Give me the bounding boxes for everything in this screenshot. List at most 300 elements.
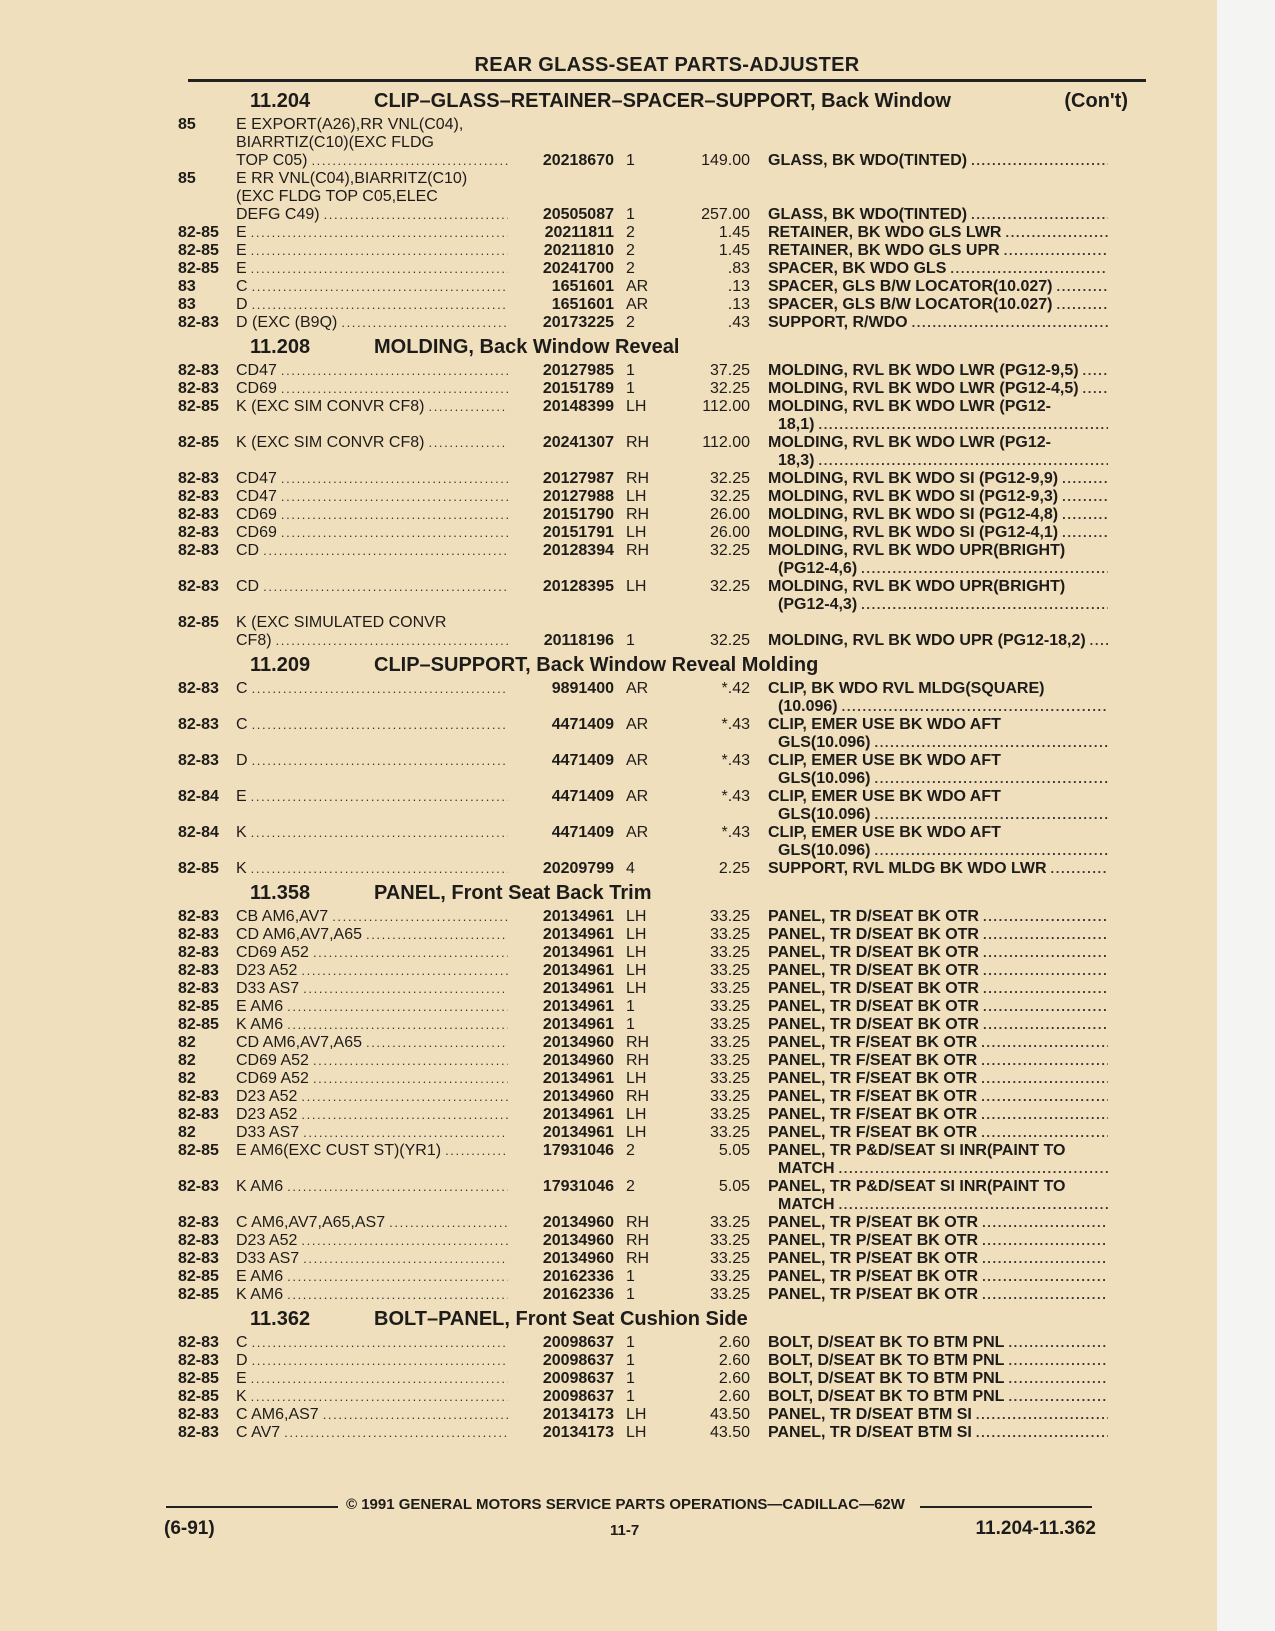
description-line: [768, 806, 1108, 824]
dot-leader: [1062, 470, 1108, 488]
quantity: LH: [626, 1106, 647, 1123]
application-line: [236, 1106, 508, 1124]
application-cell: [236, 614, 508, 650]
description-cell: [768, 1388, 1108, 1406]
description-text: MOLDING, RVL BK WDO SI (PG12-9,9): [768, 470, 1059, 487]
application-cell: [236, 470, 508, 488]
price: 33.25: [709, 1034, 750, 1051]
part-row: [178, 278, 1138, 296]
application-line: [236, 524, 508, 542]
dot-leader: [287, 1178, 508, 1196]
application-line: [236, 1034, 508, 1052]
quantity: 1: [626, 1268, 635, 1285]
application-cell: [236, 1106, 508, 1124]
description-line: [768, 1334, 1108, 1352]
model-years: 82-83: [178, 1424, 219, 1441]
description-cell: [768, 1178, 1108, 1214]
description-cell: [768, 1088, 1108, 1106]
application-cell: [236, 1406, 508, 1424]
dot-leader: [251, 1388, 508, 1406]
quantity: LH: [626, 488, 647, 505]
part-row: [178, 380, 1138, 398]
part-number: 20118196: [543, 632, 614, 649]
description-cell: [768, 860, 1108, 878]
application-cell: [236, 1268, 508, 1286]
application-line: [236, 578, 508, 596]
application-cell: [236, 1232, 508, 1250]
price: *.43: [721, 788, 750, 805]
quantity: AR: [626, 824, 649, 841]
dot-leader: [983, 926, 1108, 944]
application-line: [236, 1268, 508, 1286]
application-line: [236, 980, 508, 998]
application-cell: [236, 380, 508, 398]
model-years: 82: [178, 1124, 196, 1141]
description-cell: [768, 506, 1108, 524]
description-line: [768, 1388, 1108, 1406]
description-cell: [768, 944, 1108, 962]
description-text: PANEL, TR D/SEAT BK OTR: [768, 980, 979, 997]
description-line: [768, 998, 1108, 1016]
description-text: CLIP, EMER USE BK WDO AFT: [768, 824, 1001, 841]
quantity: 4: [626, 860, 635, 877]
price: 2.60: [718, 1370, 750, 1387]
description-cell: [768, 1268, 1108, 1286]
part-number: 20134960: [542, 1088, 614, 1105]
quantity: 1: [626, 206, 635, 223]
price: 33.25: [709, 1124, 750, 1141]
application-cell: [236, 1178, 508, 1196]
model-years: 82-83: [178, 926, 219, 943]
price: 2.60: [718, 1388, 750, 1405]
description-line: [768, 752, 1108, 770]
dot-leader: [1062, 506, 1108, 524]
section-title: CLIP–GLASS–RETAINER–SPACER–SUPPORT, Back Window: [374, 90, 951, 112]
application-line: [236, 380, 508, 398]
application-line: [236, 242, 508, 260]
application-cell: [236, 1388, 508, 1406]
price: .83: [727, 260, 750, 277]
part-row: [178, 170, 1138, 224]
model-years: 82-85: [178, 860, 219, 877]
description-line: [768, 470, 1108, 488]
application-line: [236, 506, 508, 524]
dot-leader: [1008, 1352, 1108, 1370]
part-row: [178, 1424, 1138, 1442]
part-row: [178, 1232, 1138, 1250]
dot-leader: [252, 680, 508, 698]
application-cell: [236, 1034, 508, 1052]
part-row: [178, 788, 1138, 824]
part-row: [178, 578, 1138, 614]
price: 112.00: [702, 398, 750, 415]
application-line: [236, 944, 508, 962]
price: 33.25: [709, 926, 750, 943]
model-years: 82-85: [178, 1016, 219, 1033]
description-cell: [768, 1406, 1108, 1424]
model-years: 85: [178, 116, 196, 133]
description-cell: [768, 152, 1108, 170]
application-text: CD AM6,AV7,A65: [236, 926, 362, 943]
revision-date: (6-91): [164, 1518, 215, 1539]
application-text: D: [236, 1352, 248, 1369]
description-text: MOLDING, RVL BK WDO SI (PG12-4,8): [768, 506, 1059, 523]
price: 26.00: [709, 524, 750, 541]
price: 26.00: [709, 506, 750, 523]
price: 32.25: [709, 380, 750, 397]
price: 33.25: [709, 1088, 750, 1105]
description-line: [768, 1424, 1108, 1442]
quantity: RH: [626, 506, 650, 523]
description-text: GLS(10.096): [778, 734, 871, 751]
description-line: [768, 1088, 1108, 1106]
part-number: 20098637: [542, 1352, 614, 1369]
description-text: MOLDING, RVL BK WDO LWR (PG12-9,5): [768, 362, 1079, 379]
part-row: [178, 242, 1138, 260]
description-line: [768, 1214, 1108, 1232]
description-cell: [768, 470, 1108, 488]
dot-leader: [281, 506, 508, 524]
description-cell: [768, 1016, 1108, 1034]
application-cell: [236, 944, 508, 962]
application-text: C: [236, 278, 248, 295]
application-cell: [236, 752, 508, 770]
application-cell: [236, 980, 508, 998]
page-footer: [160, 1492, 1100, 1552]
dot-leader: [971, 152, 1108, 170]
application-line: [236, 1286, 508, 1304]
price: 32.25: [709, 470, 750, 487]
dot-leader: [313, 944, 508, 962]
description-text: PANEL, TR P/SEAT BK OTR: [768, 1286, 979, 1303]
description-text: BOLT, D/SEAT BK TO BTM PNL: [768, 1334, 1005, 1351]
part-number: 20162336: [542, 1268, 614, 1285]
part-number: 4471409: [551, 788, 614, 805]
application-text: D33 AS7: [236, 1124, 300, 1141]
description-text: GLS(10.096): [778, 842, 871, 859]
application-line: [236, 1142, 508, 1160]
dot-leader: [332, 908, 508, 926]
dot-leader: [284, 1424, 508, 1442]
model-years: 82-85: [178, 1388, 219, 1405]
price: 32.25: [709, 578, 750, 595]
dot-leader: [874, 770, 1108, 788]
application-cell: [236, 680, 508, 698]
part-number: 20241700: [542, 260, 614, 277]
description-text: MOLDING, RVL BK WDO UPR(BRIGHT): [768, 542, 1066, 559]
model-years: 82-84: [178, 824, 219, 841]
part-row: [178, 926, 1138, 944]
description-line: [768, 152, 1108, 170]
price: 33.25: [709, 1286, 750, 1303]
quantity: LH: [626, 962, 647, 979]
part-row: [178, 1370, 1138, 1388]
description-line: [768, 1352, 1108, 1370]
part-number: 1651601: [551, 278, 614, 295]
part-row: [178, 434, 1138, 470]
part-number: 20134961: [542, 1124, 614, 1141]
price: 257.00: [701, 206, 750, 223]
description-text: (PG12-4,6): [778, 560, 858, 577]
description-text: SPACER, BK WDO GLS: [768, 260, 947, 277]
quantity: AR: [626, 716, 649, 733]
model-years: 82-83: [178, 362, 219, 379]
application-text: D23 A52: [236, 1232, 298, 1249]
description-line: [768, 1142, 1108, 1160]
part-row: [178, 116, 1138, 170]
description-line: [768, 1070, 1108, 1088]
section-range: 11.204-11.362: [975, 1518, 1096, 1539]
description-text: PANEL, TR F/SEAT BK OTR: [768, 1034, 978, 1051]
description-line: [768, 452, 1108, 470]
quantity: AR: [626, 788, 649, 805]
part-row: [178, 296, 1138, 314]
price: 43.50: [709, 1406, 750, 1423]
application-cell: [236, 824, 508, 842]
description-text: MOLDING, RVL BK WDO LWR (PG12-: [768, 398, 1051, 415]
description-line: [768, 1106, 1108, 1124]
dot-leader: [842, 698, 1108, 716]
part-number: 20173225: [542, 314, 614, 331]
section-heading: [178, 332, 1138, 362]
price: 5.05: [718, 1178, 750, 1195]
application-text: K: [236, 824, 247, 841]
model-years: 82-83: [178, 314, 219, 331]
dot-leader: [981, 1052, 1108, 1070]
application-text: CD: [236, 578, 260, 595]
part-row: [178, 524, 1138, 542]
quantity: LH: [626, 578, 647, 595]
part-row: [178, 1016, 1138, 1034]
description-cell: [768, 752, 1108, 788]
dot-leader: [252, 752, 508, 770]
description-cell: [768, 980, 1108, 998]
part-number: 20505087: [542, 206, 614, 223]
description-line: [768, 488, 1108, 506]
application-line: [236, 1232, 508, 1250]
part-row: [178, 980, 1138, 998]
price: 37.25: [709, 362, 750, 379]
description-cell: [768, 788, 1108, 824]
dot-leader: [983, 908, 1108, 926]
description-line: [768, 788, 1108, 806]
description-cell: [768, 434, 1108, 470]
model-years: 82-83: [178, 1334, 219, 1351]
application-line: [236, 1124, 508, 1142]
description-line: [768, 698, 1108, 716]
application-line: [236, 134, 508, 152]
application-text: CD47: [236, 470, 277, 487]
part-number: 17931046: [542, 1178, 614, 1195]
quantity: 1: [626, 380, 635, 397]
part-number: 20134960: [542, 1232, 614, 1249]
part-row: [178, 506, 1138, 524]
description-text: PANEL, TR F/SEAT BK OTR: [768, 1052, 978, 1069]
quantity: LH: [626, 1124, 647, 1141]
part-row: [178, 1070, 1138, 1088]
dot-leader: [1056, 296, 1108, 314]
part-row: [178, 680, 1138, 716]
price: 33.25: [709, 1052, 750, 1069]
part-number: 20134961: [542, 1016, 614, 1033]
description-text: MOLDING, RVL BK WDO SI (PG12-9,3): [768, 488, 1059, 505]
dot-leader: [366, 1034, 508, 1052]
quantity: RH: [626, 542, 650, 559]
description-line: [768, 908, 1108, 926]
application-text: E AM6: [236, 998, 284, 1015]
model-years: 82-85: [178, 242, 219, 259]
description-line: [768, 734, 1108, 752]
part-number: 20127985: [542, 362, 614, 379]
application-text: E: [236, 260, 247, 277]
dot-leader: [287, 1286, 508, 1304]
dot-leader: [324, 206, 508, 224]
part-row: [178, 1388, 1138, 1406]
price: 5.05: [718, 1142, 750, 1159]
application-text: E AM6: [236, 1268, 284, 1285]
part-row: [178, 998, 1138, 1016]
part-number: 4471409: [551, 824, 614, 841]
section-title: BOLT–PANEL, Front Seat Cushion Side: [374, 1308, 748, 1330]
dot-leader: [1005, 224, 1108, 242]
quantity: RH: [626, 470, 650, 487]
part-number: 20134960: [542, 1052, 614, 1069]
application-cell: [236, 1070, 508, 1088]
application-text: D33 AS7: [236, 1250, 300, 1267]
application-line: [236, 434, 508, 452]
section-heading: [178, 1304, 1138, 1334]
description-cell: [768, 1334, 1108, 1352]
price: 33.25: [709, 962, 750, 979]
description-line: [768, 1016, 1108, 1034]
dot-leader: [251, 860, 508, 878]
part-row: [178, 260, 1138, 278]
dot-leader: [983, 962, 1108, 980]
description-cell: [768, 908, 1108, 926]
part-number: 20211810: [543, 242, 614, 259]
description-line: [768, 860, 1108, 878]
description-line: [768, 578, 1108, 596]
description-line: [768, 1232, 1108, 1250]
price: 33.25: [709, 944, 750, 961]
description-text: PANEL, TR P/SEAT BK OTR: [768, 1214, 979, 1231]
quantity: AR: [626, 752, 649, 769]
part-number: 20162336: [542, 1286, 614, 1303]
description-line: [768, 398, 1108, 416]
part-row: [178, 1250, 1138, 1268]
part-row: [178, 488, 1138, 506]
description-line: [768, 242, 1108, 260]
part-number: 20127987: [542, 470, 614, 487]
description-cell: [768, 680, 1108, 716]
description-cell: [768, 242, 1108, 260]
part-number: 20134173: [542, 1424, 614, 1441]
quantity: RH: [626, 1052, 650, 1069]
dot-leader: [983, 1016, 1108, 1034]
part-number: 4471409: [551, 716, 614, 733]
dot-leader: [976, 1424, 1108, 1442]
application-line: [236, 260, 508, 278]
quantity: 2: [626, 314, 635, 331]
dot-leader: [874, 734, 1108, 752]
application-text: CD69 A52: [236, 1070, 309, 1087]
application-line: [236, 314, 508, 332]
price: 43.50: [709, 1424, 750, 1441]
model-years: 82-83: [178, 962, 219, 979]
dot-leader: [982, 1232, 1108, 1250]
dot-leader: [428, 398, 508, 416]
section-heading: [178, 650, 1138, 680]
description-line: [768, 1052, 1108, 1070]
application-line: [236, 542, 508, 560]
model-years: 82-85: [178, 1268, 219, 1285]
application-text: (EXC FLDG TOP C05,ELEC: [236, 188, 438, 205]
quantity: RH: [626, 1088, 650, 1105]
price: 2.60: [718, 1334, 750, 1351]
description-text: PANEL, TR P/SEAT BK OTR: [768, 1268, 979, 1285]
application-text: K AM6: [236, 1016, 284, 1033]
dot-leader: [976, 1406, 1108, 1424]
model-years: 82: [178, 1034, 196, 1051]
model-years: 82-85: [178, 614, 219, 631]
description-line: [768, 1124, 1108, 1142]
dot-leader: [861, 596, 1108, 614]
quantity: RH: [626, 434, 650, 451]
part-row: [178, 1352, 1138, 1370]
description-text: PANEL, TR F/SEAT BK OTR: [768, 1106, 978, 1123]
dot-leader: [281, 488, 508, 506]
dot-leader: [251, 824, 508, 842]
description-text: SPACER, GLS B/W LOCATOR(10.027): [768, 278, 1053, 295]
dot-leader: [1062, 524, 1108, 542]
description-cell: [768, 1286, 1108, 1304]
dot-leader: [1083, 380, 1108, 398]
description-text: GLS(10.096): [778, 806, 871, 823]
price: 32.25: [709, 632, 750, 649]
quantity: 2: [626, 1142, 635, 1159]
dot-leader: [1008, 1334, 1108, 1352]
dot-leader: [981, 1106, 1108, 1124]
description-line: [768, 506, 1108, 524]
application-text: K (EXC SIM CONVR CF8): [236, 398, 425, 415]
description-line: [768, 824, 1108, 842]
dot-leader: [874, 806, 1108, 824]
application-line: [236, 188, 508, 206]
description-cell: [768, 1142, 1108, 1178]
application-line: [236, 170, 508, 188]
model-years: 82-83: [178, 944, 219, 961]
quantity: AR: [626, 278, 649, 295]
price: 33.25: [709, 1070, 750, 1087]
description-text: SUPPORT, R/WDO: [768, 314, 908, 331]
description-cell: [768, 632, 1108, 650]
part-number: 20134961: [542, 998, 614, 1015]
application-text: C: [236, 680, 248, 697]
description-text: 18,1): [778, 416, 815, 433]
model-years: 82-85: [178, 434, 219, 451]
dot-leader: [281, 470, 508, 488]
continued-label: (Con't): [1064, 90, 1128, 112]
dot-leader: [281, 362, 508, 380]
application-text: TOP C05): [236, 152, 308, 169]
part-number: 20151790: [542, 506, 614, 523]
description-cell: [768, 1034, 1108, 1052]
application-line: [236, 632, 508, 650]
quantity: LH: [626, 1424, 647, 1441]
application-text: K AM6: [236, 1178, 284, 1195]
footer-rule-left: [166, 1506, 338, 1508]
model-years: 82-84: [178, 788, 219, 805]
